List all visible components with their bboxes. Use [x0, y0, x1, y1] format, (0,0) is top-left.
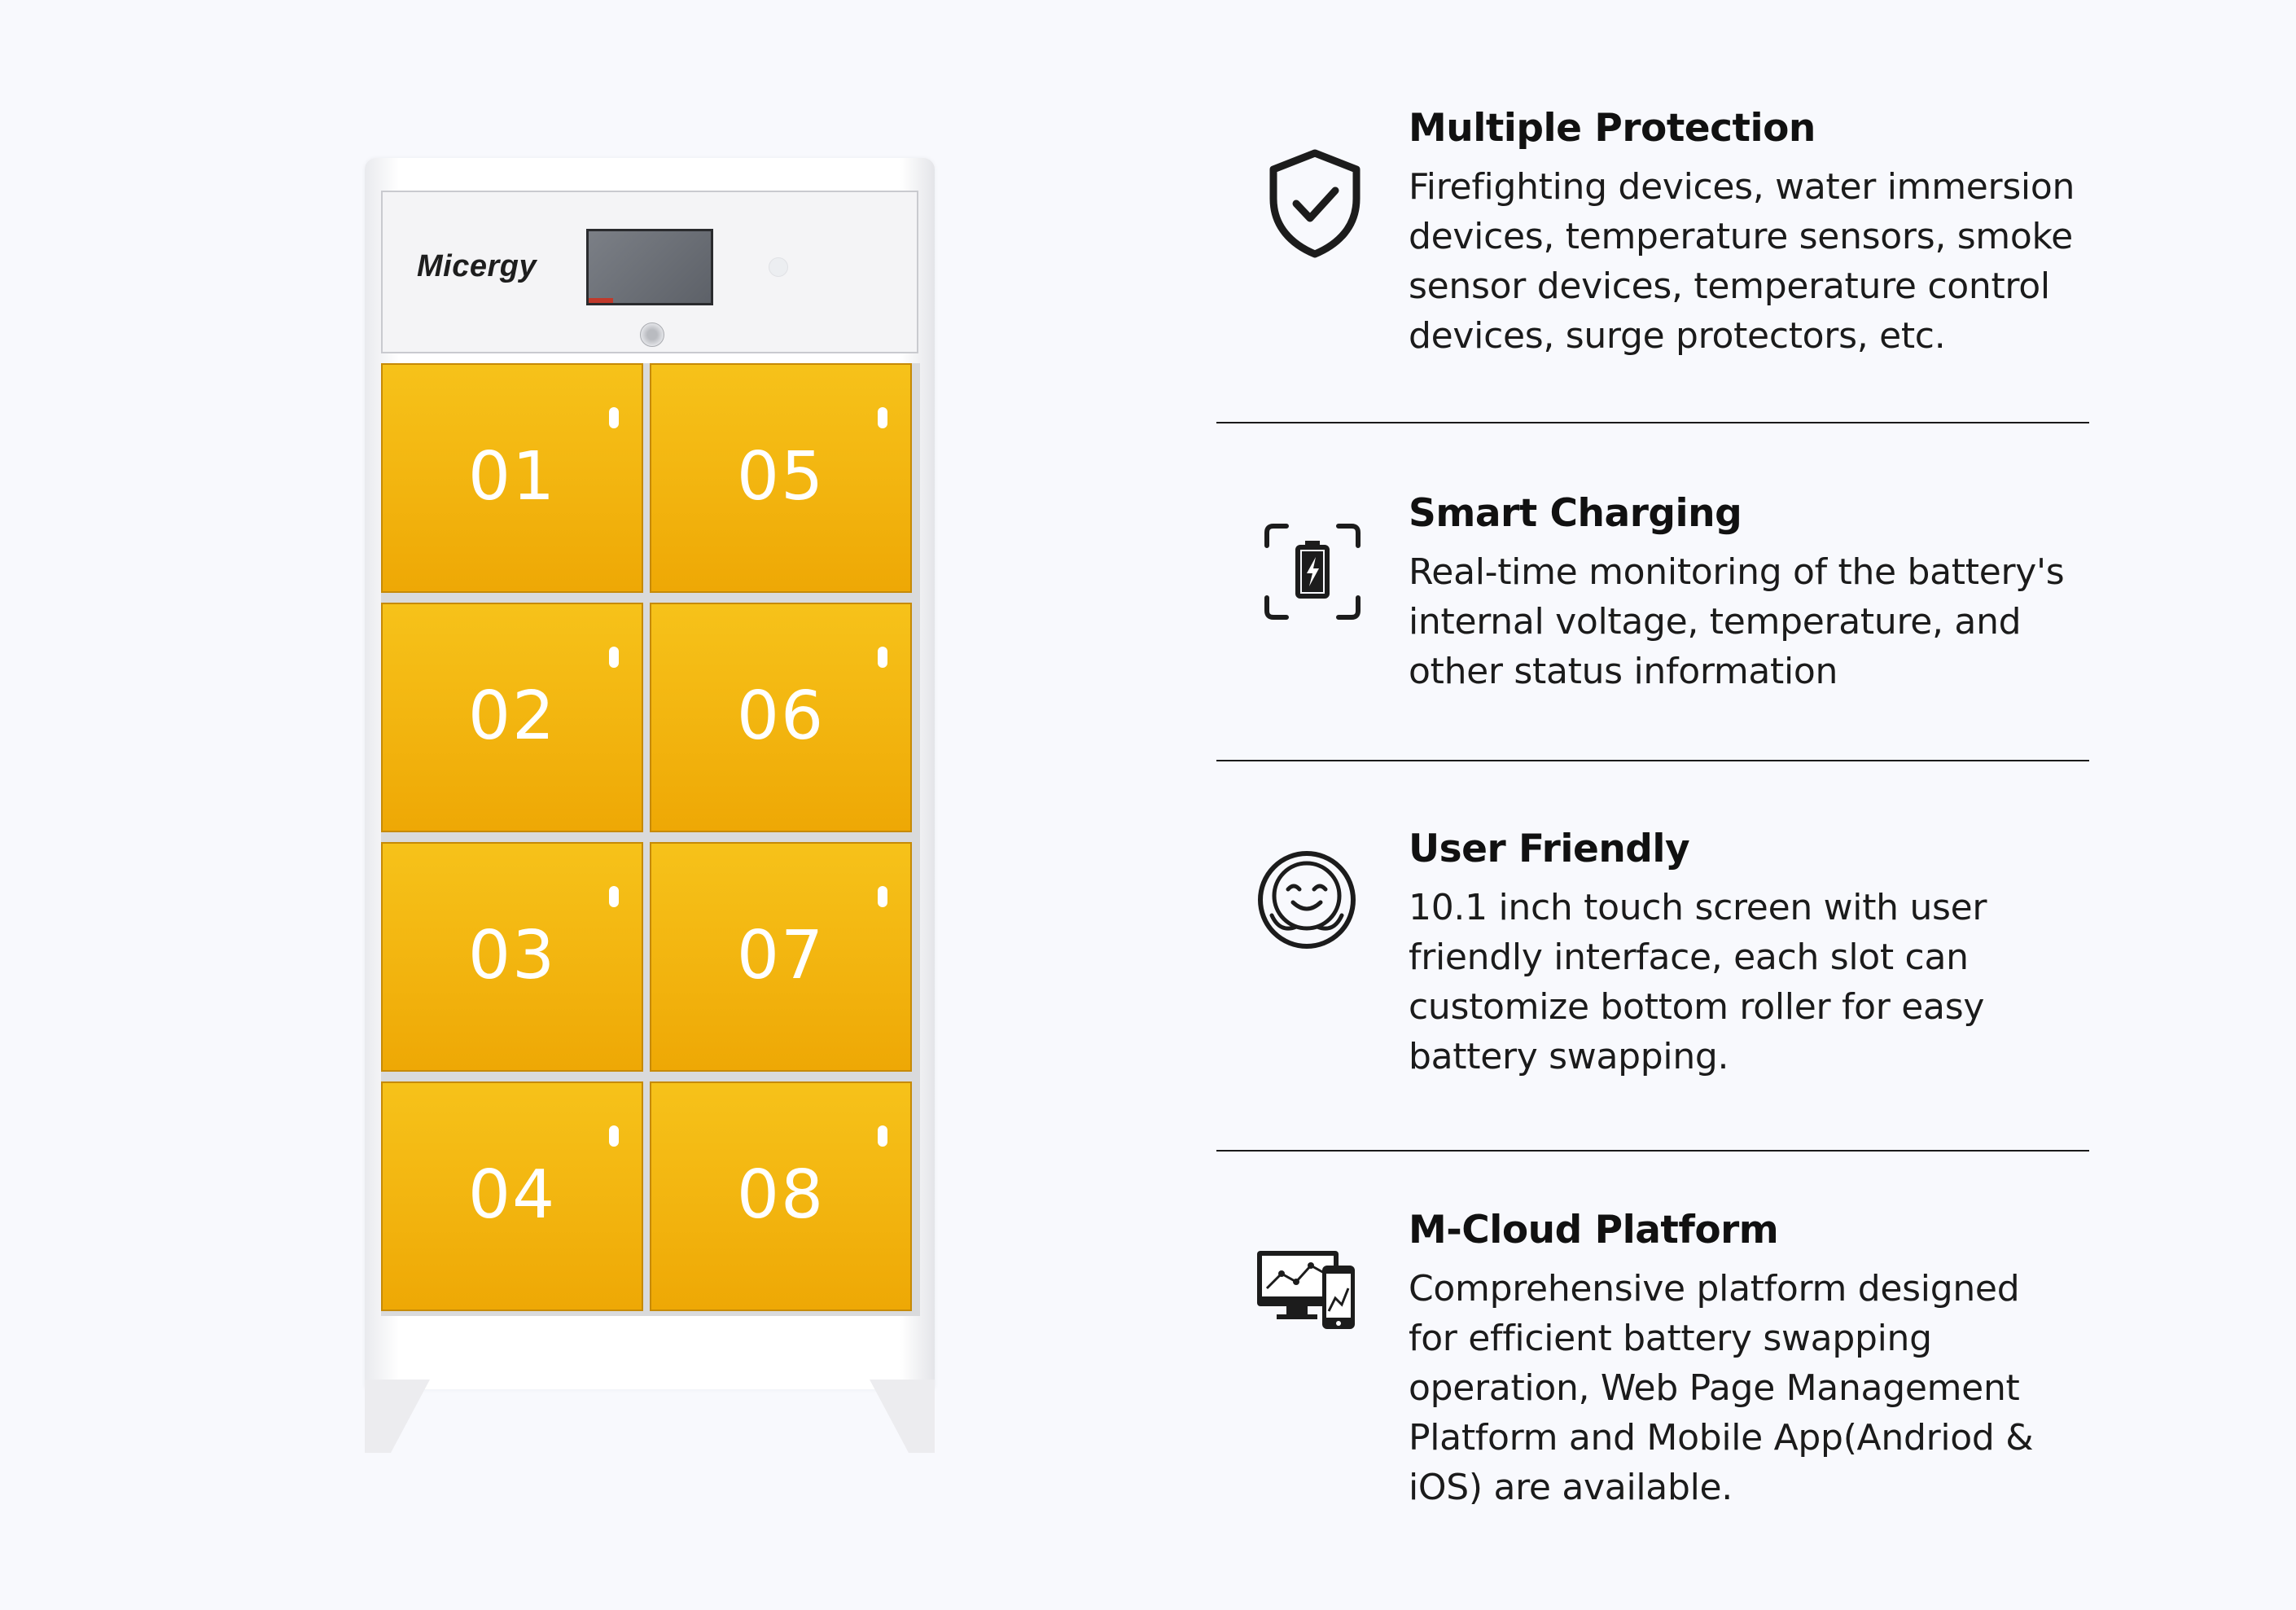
shield-check-icon	[1267, 148, 1363, 259]
touch-screen	[586, 229, 713, 305]
door-06	[650, 603, 912, 832]
feature-smart-charging	[1409, 491, 2076, 696]
battery-charging-icon	[1262, 521, 1363, 622]
door-number: 07	[736, 917, 826, 994]
feature-title: User Friendly	[1409, 827, 1690, 871]
feature-m-cloud-platform	[1409, 1208, 2076, 1512]
battery-swap-cabinet	[365, 158, 935, 1453]
feature-description: 10.1 inch touch screen with user friendly interface, each slot can customize bottom roller for easy battery swapping.	[1409, 887, 1987, 1077]
divider	[1216, 760, 2089, 761]
door-handle-icon	[878, 407, 887, 428]
door-03	[381, 842, 643, 1072]
feature-description: Firefighting devices, water immersion devices, temperature sensors, smoke sensor devices, temperature control devices, surge protectors, etc.	[1409, 166, 2075, 357]
cabinet-control-panel	[381, 191, 918, 353]
door-grid	[381, 363, 920, 1316]
feature-user-friendly	[1409, 827, 2076, 1081]
door-handle-icon	[609, 886, 619, 907]
door-handle-icon	[878, 647, 887, 668]
sensor-dot	[769, 257, 788, 277]
door-08	[650, 1081, 912, 1311]
door-number: 03	[467, 917, 557, 994]
door-handle-icon	[878, 886, 887, 907]
door-handle-icon	[609, 407, 619, 428]
door-07	[650, 842, 912, 1072]
divider	[1216, 422, 2089, 423]
door-handle-icon	[609, 647, 619, 668]
lock-icon	[640, 322, 664, 347]
door-number: 01	[467, 438, 557, 515]
feature-title: M-Cloud Platform	[1409, 1208, 1779, 1252]
door-number: 05	[736, 438, 826, 515]
cabinet-foot-left	[365, 1380, 430, 1453]
door-number: 04	[467, 1156, 557, 1234]
cabinet-foot-right	[870, 1380, 935, 1453]
feature-title: Multiple Protection	[1409, 106, 1816, 151]
smiley-face-icon	[1255, 849, 1358, 951]
feature-description: Real-time monitoring of the battery's internal voltage, temperature, and other status information	[1409, 551, 2065, 692]
door-01	[381, 363, 643, 593]
door-02	[381, 603, 643, 832]
feature-multiple-protection	[1409, 106, 2076, 361]
divider	[1216, 1150, 2089, 1152]
brand-logo: Micergy	[417, 249, 537, 283]
door-04	[381, 1081, 643, 1311]
door-05	[650, 363, 912, 593]
monitor-phone-icon	[1254, 1246, 1360, 1334]
door-number: 08	[736, 1156, 826, 1234]
door-number: 02	[467, 678, 557, 755]
feature-title: Smart Charging	[1409, 491, 1742, 536]
feature-description: Comprehensive platform designed for efficient battery swapping operation, Web Page Management Platform and Mobile App(Andriod & iOS) are available.	[1409, 1268, 2034, 1508]
door-handle-icon	[878, 1125, 887, 1147]
door-number: 06	[736, 678, 826, 755]
door-handle-icon	[609, 1125, 619, 1147]
